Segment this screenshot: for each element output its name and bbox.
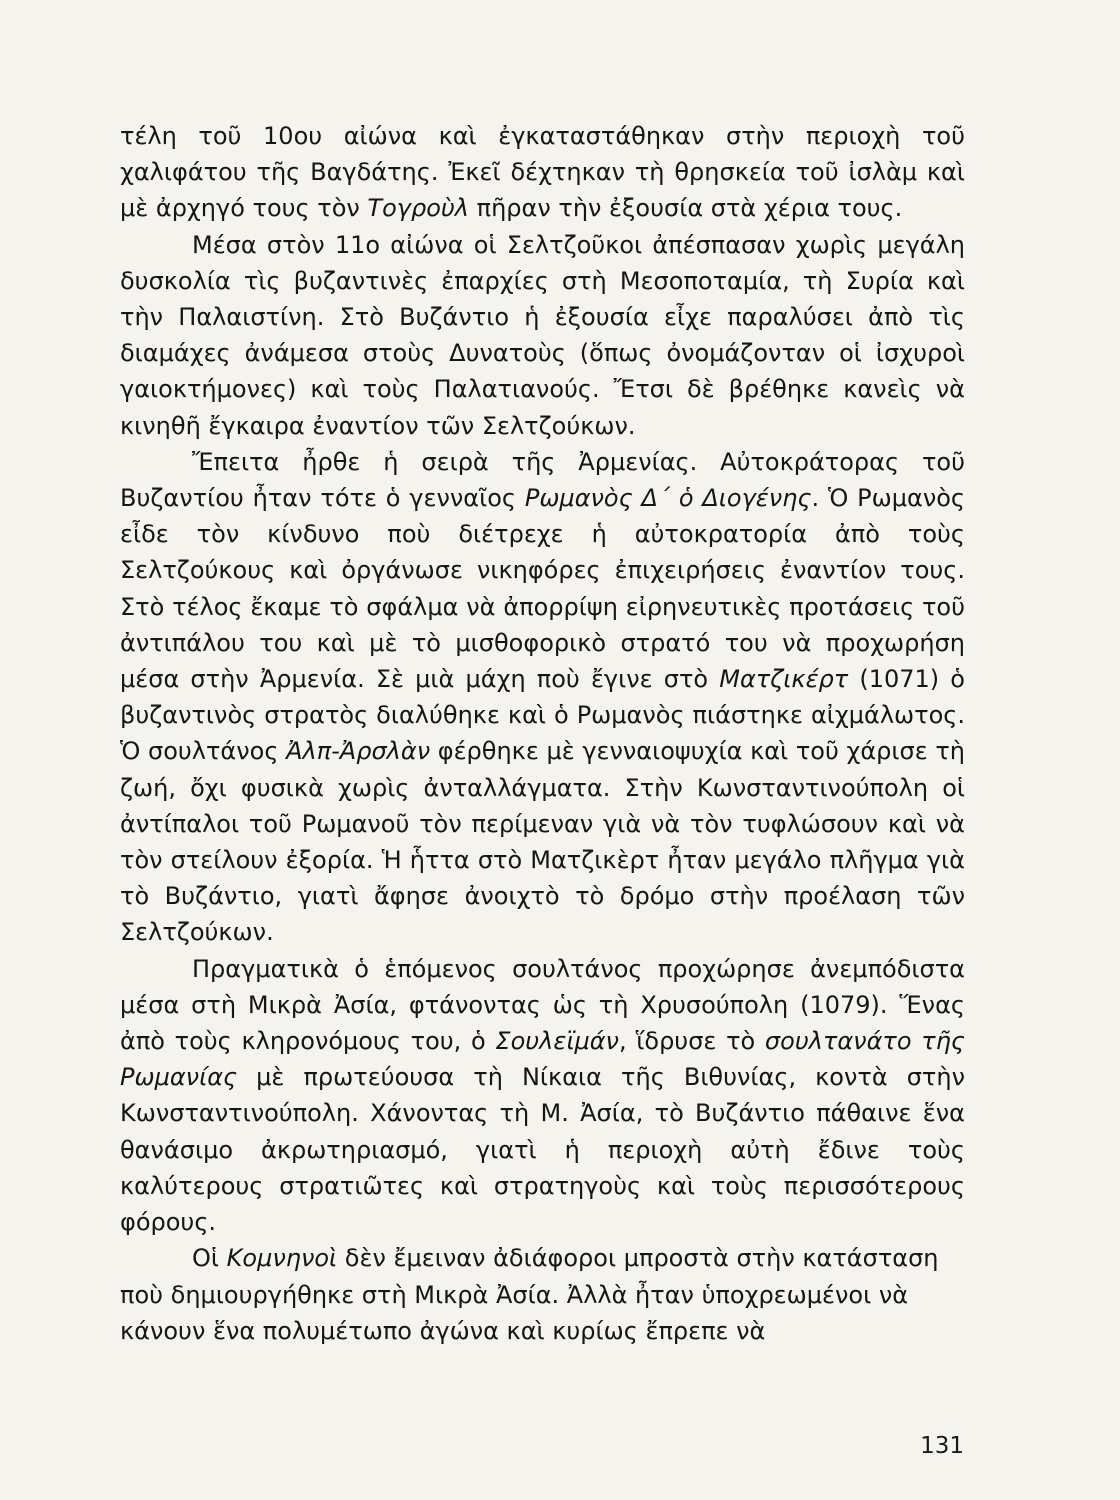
- text-run: Οἱ: [192, 1244, 227, 1273]
- text-run: . Ὁ Ρωμανὸς εἶδε τὸν κίνδυνο ποὺ διέτρεχε ἡ αὐτοκρατορία ἀπὸ τοὺς Σελτζούκους καὶ ὀργάνωσε νικηφόρες ἐπιχειρήσεις ἐναντίον τους. Στὸ τέλος ἔκαμε τὸ σφάλμα νὰ ἀπορρίψη εἰρηνευτικὲς προτάσεις τοῦ ἀντιπάλου του καὶ μὲ τὸ μισθοφορικὸ στρατό του νὰ προχωρήση μέσα στὴν Ἀρμενία. Σὲ μιὰ μάχη ποὺ ἔγινε στὸ: [120, 484, 965, 694]
- text-run: , ἵδρυσε τὸ: [618, 1027, 765, 1056]
- page-number: 131: [920, 1433, 964, 1459]
- text-run: (1071) ὁ βυζαντινὸς στρατὸς διαλύθηκε καὶ ὁ Ρωμανὸς πιάστηκε αἰχμάλωτος. Ὁ σουλτάνος: [120, 665, 965, 766]
- text-run: πῆραν τὴν ἐξουσία στὰ χέρια τους.: [468, 194, 903, 223]
- paragraph-2: [120, 227, 965, 444]
- italic-name-souleiman: Σουλεϊμάν: [495, 1027, 619, 1056]
- italic-name-togroul: Τογροὺλ: [367, 194, 469, 223]
- paragraph-3: [120, 444, 965, 951]
- paragraph-1: [120, 118, 965, 227]
- text-run: Πραγματικὰ ὁ ἑπόμενος σουλτάνος προχώρησε ἀνεμπόδιστα μέσα στὴ Μικρὰ Ἀσία, φτάνοντας ὡς τὴ Χρυσούπολη (1079). Ἕνας ἀπὸ τοὺς κληρονόμους του, ὁ: [120, 954, 965, 1056]
- text-run: δὲν ἔμειναν ἀδιάφοροι μπροστὰ στὴν κατάσταση ποὺ δημιουργήθηκε στὴ Μικρὰ Ἀσία. Ἀλλὰ ἦταν ὑποχρεωμένοι νὰ κάνουν ἕνα πολυμέτωπο ἀγώνα καὶ κυρίως ἔπρεπε νὰ: [120, 1244, 939, 1345]
- text-run: φέρθηκε μὲ γενναιοψυχία καὶ τοῦ χάρισε τὴ ζωή, ὄχι φυσικὰ χωρὶς ἀνταλλάγματα. Στὴν Κωνσταντινούπολη οἱ ἀντίπαλοι τοῦ Ρωμανοῦ τὸν περίμεναν γιὰ νὰ τὸν τυφλώσουν καὶ νὰ τὸν στείλουν ἐξορία. Ἡ ἧττα στὸ Ματζικὲρτ ἦταν μεγάλο πλῆγμα γιὰ τὸ Βυζάντιο, γιατὶ ἄφησε ἀνοιχτὸ τὸ δρόμο στὴν προέλαση τῶν Σελτζούκων.: [120, 737, 966, 947]
- text-run: μὲ πρωτεύουσα τὴ Νίκαια τῆς Βιθυνίας, κοντὰ στὴν Κωνσταντινούπολη. Χάνοντας τὴ Μ. Ἀσία, τὸ Βυζάντιο πάθαινε ἕνα θανάσιμο ἀκρωτηριασμό, γιατὶ ἡ περιοχὴ αὐτὴ ἔδινε τοὺς καλύτερους στρατιῶτες καὶ στρατηγοὺς καὶ τοὺς περισσότερους φόρους.: [120, 1063, 965, 1237]
- italic-name-komnenoi: Κομνηνοὶ: [226, 1244, 338, 1273]
- italic-name-matzikert: Ματζικέρτ: [719, 665, 849, 694]
- italic-name-romanos: Ρωμανὸς Δ΄ ὁ Διογένης: [524, 484, 812, 513]
- paragraph-5: [120, 1240, 965, 1349]
- italic-sultanate-of-rum: σουλτανάτο τῆς Ρωμανίας: [120, 1027, 965, 1092]
- body-text: [120, 118, 965, 1349]
- paragraph-4: [120, 951, 965, 1241]
- text-run: Ἔπειτα ἦρθε ἡ σειρὰ τῆς Ἀρμενίας. Αὐτοκράτορας τοῦ Βυζαντίου ἦταν τότε ὁ γενναῖος: [120, 447, 965, 513]
- text-run: τέλη τοῦ 10ου αἰώνα καὶ ἐγκαταστάθηκαν στὴν περιοχὴ τοῦ χαλιφάτου τῆς Βαγδάτης. Ἐκεῖ δέχτηκαν τὴ θρησκεία τοῦ ἰσλὰμ καὶ μὲ ἀρχηγό τους τὸν: [120, 122, 965, 223]
- text-run: Μέσα στὸν 11ο αἰώνα οἱ Σελτζοῦκοι ἀπέσπασαν χωρὶς μεγάλη δυσκολία τὶς βυζαντινὲς ἐπαρχίες στὴ Μεσοποταμία, τὴ Συρία καὶ τὴν Παλαιστίνη. Στὸ Βυζάντιο ἡ ἐξουσία εἶχε παραλύσει ἀπὸ τὶς διαμάχες ἀνάμεσα στοὺς Δυνατοὺς (ὅπως ὀνομάζονταν οἱ ἰσχυροὶ γαιοκτήμονες) καὶ τοὺς Παλατιανούς. Ἔτσι δὲ βρέθηκε κανεὶς νὰ κινηθῆ ἔγκαιρα ἐναντίον τῶν Σελτζούκων.: [120, 230, 965, 440]
- italic-name-alp-arslan: Ἀλπ-Ἀρσλὰν: [286, 737, 431, 766]
